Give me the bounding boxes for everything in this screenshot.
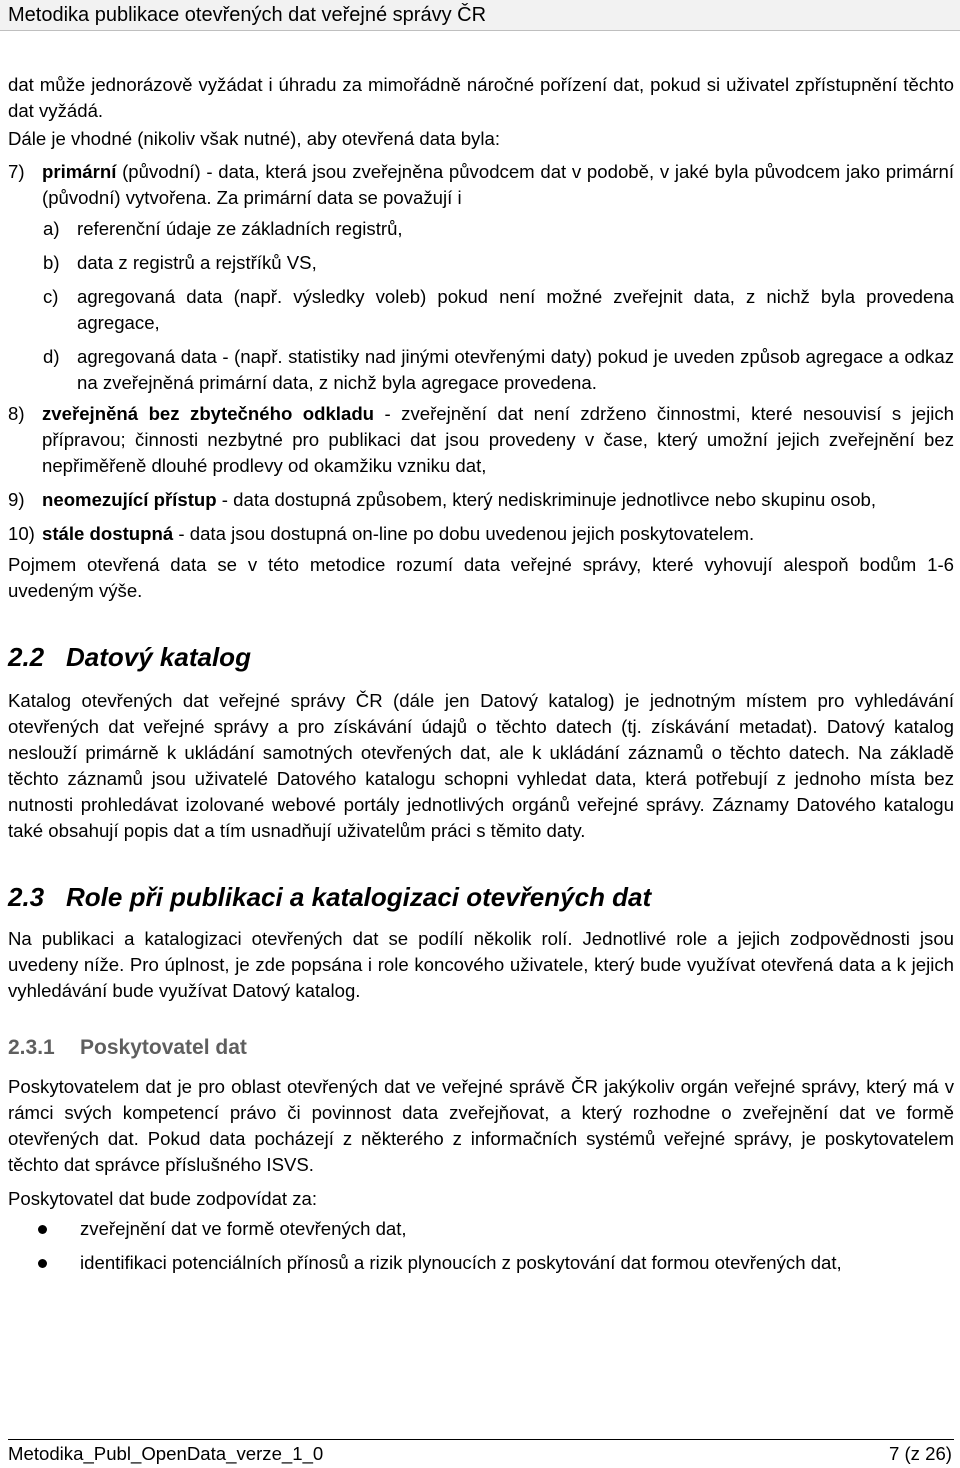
page-header [0,0,960,31]
intro-paragraph: dat může jednorázově vyžádat i úhradu za mimořádně náročné pořízení dat, pokud si uživatel zpřístupnění těchto dat vyžádá. [8,74,954,121]
footer-document-name: Metodika_Publ_OpenData_verze_1_0 [8,1443,324,1464]
list-item-7 [8,159,954,211]
list-term: neomezující přístup [42,489,217,510]
section-number: 2.2 [8,642,45,672]
list-number: 9) [8,489,25,510]
paragraph-lead: Poskytovatel dat bude zodpovídat za: [8,1188,318,1209]
list-text: - data dostupná způsobem, který nediskriminuje jednotlivce nebo skupinu osob, [216,489,877,510]
sub-item-b [8,250,954,276]
header-title: Metodika publikace otevřených dat veřejné správy ČR [8,4,487,26]
section-heading-2-3 [8,880,954,914]
subsection-title: Poskytovatel dat [80,1036,247,1059]
section-paragraph: Katalog otevřených dat veřejné správy ČR (dále jen Datový katalog) je jednotným místem pro vyhledávání otevřených dat veřejné správy a pro získávání údajů o těchto datech (tj. získávání metadat). Datový katalog neslouží primárně k ukládání samotných otevřených dat, ale k ukládání záznamů o těchto datech. Na základě těchto záznamů jsou uživatelé Datového katalogu schopni vyhledat data, která potřebují z jednoho místa bez nutnosti prohledávat izolované webové portály jednotlivých orgánů veřejné správy. Záznamy Datového katalogu také obsahují popis dat a tím usnadňují uživatelům práci s těmito daty. [8,690,954,841]
list-text: - zveřejnění dat není zdrženo činnostmi, které nesouvisí s jejich přípravou; činnosti nezbytné pro publikaci dat jsou provedeny v čase, který umožní jejich zveřejnění bez nepřiměřeně dlouhé prodlevy od okamžiku vzniku dat, [42,403,954,476]
list-text: (původní) - data, která jsou zveřejněna původcem dat v podobě, v jaké byla původcem jako primární (původní) vytvořena. Za primární data se považují i [42,161,954,208]
section-heading-2-2 [8,640,954,674]
sub-text: agregovaná data - (např. statistiky nad jinými otevřenými daty) pokud je uveden způsob agregace a odkaz na zveřejněná primární data, z nichž byla agregace provedena. [77,346,954,393]
section-title: Role při publikaci a katalogizaci otevřených dat [66,882,652,912]
subsection-number: 2.3.1 [8,1036,55,1059]
sub-item-d [8,344,954,396]
sub-item-a [8,216,954,242]
bullet-item [8,1250,954,1276]
section-paragraph: Na publikaci a katalogizaci otevřených dat se podílí několik rolí. Jednotlivé role a jejich zodpovědnosti jsou uvedeny níže. Pro úplnost, je zde popsána i role koncového uživatele, který bude využívat otevřená data a k jejich vyhledávání bude využívat Datový katalog. [8,928,954,1001]
sub-marker: b) [43,252,60,273]
section-paragraph: Poskytovatelem dat je pro oblast otevřených dat ve veřejné správě ČR jakýkoliv orgán veřejné správy, který má v rámci svých kompetencí právo či povinnost data zveřejňovat, a který rozhodne o zveřejnění dat ve formě otevřených dat. Pokud data pocházejí z některého z informačních systémů veřejné správy, je poskytovatelem těchto dat správce příslušného ISVS. [8,1076,954,1175]
list-term: stále dostupná [42,523,174,544]
document-body [8,72,954,1276]
sub-text: agregovaná data (např. výsledky voleb) pokud není možné zveřejnit data, z nichž byla provedena agregace, [77,286,954,333]
page-footer [8,1439,954,1464]
footer-page-number: 7 (z 26) [888,1443,952,1464]
sub-marker: a) [43,218,60,239]
list-number: 10) [8,523,35,544]
bullet-text: identifikaci potenciálních přínosů a rizik plynoucích z poskytování dat formou otevřených dat, [80,1252,842,1273]
sub-marker: c) [43,286,59,307]
section-number: 2.3 [8,882,45,912]
list-item-9 [8,487,954,513]
list-number: 7) [8,161,25,182]
intro-lead: Dále je vhodné (nikoliv však nutné), aby otevřená data byla: [8,128,500,149]
sub-text: data z registrů a rejstříků VS, [77,252,317,273]
bullet-icon [38,1259,47,1268]
list-term: primární [42,161,117,182]
bullet-text: zveřejnění dat ve formě otevřených dat, [80,1218,407,1239]
bullet-item [8,1216,954,1242]
sub-item-c [8,284,954,336]
section-title: Datový katalog [66,642,251,672]
closing-paragraph: Pojmem otevřená data se v této metodice rozumí data veřejné správy, které vyhovují alespoň bodům 1-6 uvedeným výše. [8,554,954,601]
sub-text: referenční údaje ze základních registrů, [77,218,403,239]
list-term: zveřejněná bez zbytečného odkladu [42,403,375,424]
list-number: 8) [8,403,25,424]
list-text: - data jsou dostupná on-line po dobu uvedenou jejich poskytovatelem. [173,523,755,544]
list-item-10 [8,521,954,547]
sub-marker: d) [43,346,60,367]
list-item-8 [8,401,954,479]
subsection-heading-2-3-1 [8,1034,954,1062]
bullet-icon [38,1225,47,1234]
